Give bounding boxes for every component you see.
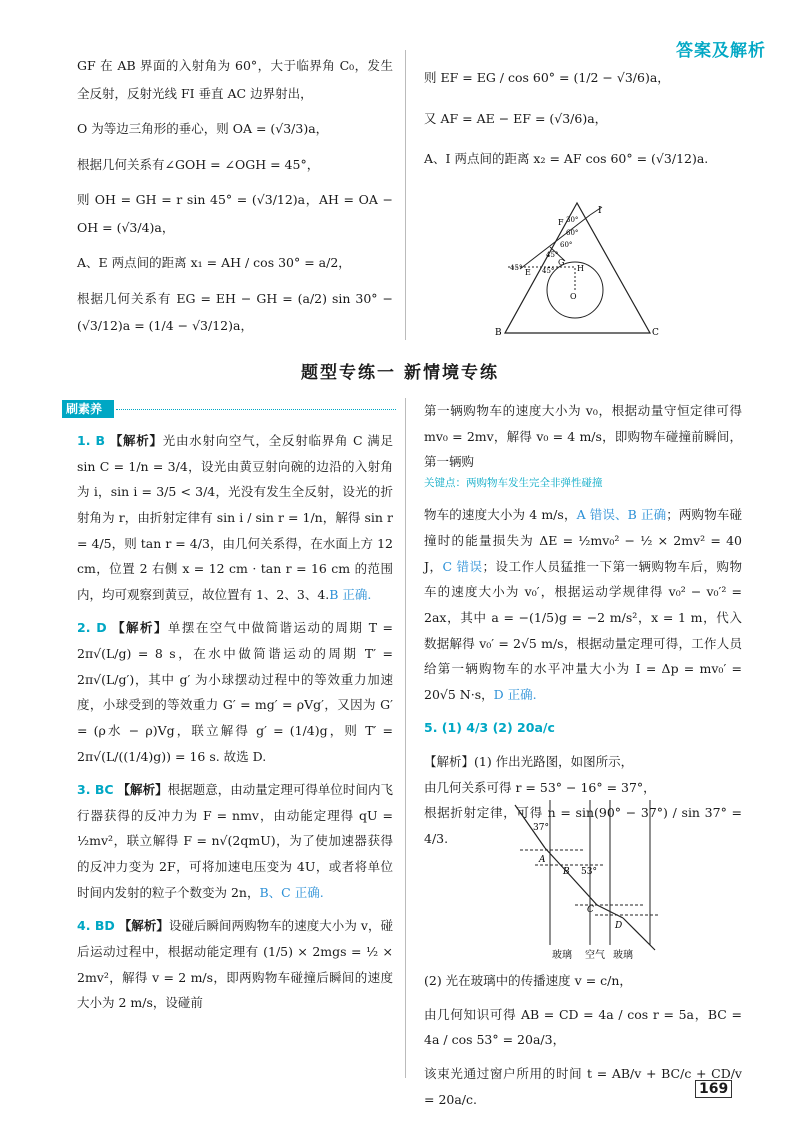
angle-label: 45°: [542, 267, 555, 275]
label-B: B: [495, 328, 502, 338]
left-top-column: [77, 52, 393, 348]
page-number: 169: [695, 1080, 732, 1098]
paragraph: O 为等边三角形的垂心，则 OA = (√3/3)a，: [77, 121, 329, 136]
paragraph: (2) 光在玻璃中的传播速度 v = c/n，: [424, 973, 632, 988]
question-4-continued-2: 物车的速度大小为 4 m/s，A 错误、B 正确；两购物车碰撞时的能量损失为 ΔE = ½mv₀² − ½ × 2mv² = 40 J，C 错误；设工作人员猛推一下第一辆购物车后，购物车的速度大小为 v₀′，根据运动学规律得 v₀² − v₀′² = 2ax，其中 a = −(1/5)g = −2 m/s²，x = 1 m，代入数据解得 v₀′ = 2√5 m/s，根据动量定理可得，工作人员给第一辆购物车的水平冲量大小为 I = Δp = mv₀′ = 20√5 N·s，D 正确.: [424, 507, 742, 702]
label-G: G: [558, 258, 565, 267]
section-title: 题型专练一 新情境专练: [301, 363, 499, 383]
caption-glass: 玻璃: [552, 950, 572, 960]
column-divider: [405, 398, 406, 1078]
paragraph: 则 OH = GH = r sin 45° = (√3/12)a，AH = OA − OH = (√3/4)a，: [77, 192, 393, 235]
question-1: 1. B 【解析】光由水射向空气，全反射临界角 C 满足 sin C = 1/n = 3/4，设光由黄豆射向碗的边沿的入射角为 i，sin i = 3/5 < 3/4，光没有发生全反射，设光的折射角为 r，由折射定律有 sin i / sin r = 1/n，解得 sin r = 4/5，则 tan r = 4/3，由几何关系得，在水面上方 12 cm，位置 2 右侧 x = 12 cm · tan r = 16 cm 的范围内，均可观察到黄豆，故位置有 1、2、3、4.B 正确.: [77, 433, 393, 602]
paragraph: 由几何知识可得 AB = CD = 4a / cos r = 5a，BC = 4a / cos 53° = 20a/3，: [424, 1006, 742, 1048]
label-C: C: [652, 328, 659, 338]
paragraph: 根据几何关系有∠GOH = ∠OGH = 45°，: [77, 156, 320, 172]
question-5-answer: 5. (1) 4/3 (2) 20a/c: [424, 720, 555, 736]
label-E: E: [525, 268, 531, 277]
paragraph: 根据折射定律，可得 n = sin(90° − 37°) / sin 37° = 4/3.: [424, 805, 742, 846]
left-questions-column: [77, 428, 393, 1024]
paragraph: 由几何关系可得 r = 53° − 16° = 37°，: [424, 779, 656, 795]
point-B: B: [563, 867, 570, 877]
label-I: I: [598, 206, 602, 216]
angle-label: 53°: [581, 867, 597, 877]
angle-label: 45°: [510, 264, 523, 272]
paragraph: A、E 两点间的距离 x₁ = AH / cos 30° = a/2，: [77, 255, 351, 270]
label-H: H: [577, 264, 584, 273]
question-4: 4. BD 【解析】设碰后瞬间两购物车的速度大小为 v，碰后运动过程中，根据动能定理有 (1/5) × 2mgs = ½ × 2mv²，解得 v = 2 m/s，即两购物车碰撞后瞬间的速度大小为 2 m/s，设碰前: [77, 918, 393, 1011]
question-4-continued: 第一辆购物车的速度大小为 v₀，根据动量守恒定律可得 mv₀ = 2mv，解得 v₀ = 4 m/s，即购物车碰撞前瞬间，第一辆购: [424, 403, 742, 470]
question-2: 2. D 【解析】单摆在空气中做简谐运动的周期 T = 2π√(L/g) = 8 s，在水中做简谐运动的周期 T′ = 2π√(L/g′)，其中 g′ 为小球摆动过程中的等效重力加速度，小球受到的等效重力 G′ = mg′ = ρVg′，又因为 G′ = (ρ水 − ρ)Vg，联立解得 g′ = (1/4)g，则 T′ = 2π√(L/((1/4)g)) = 16 s. 故选 D.: [77, 620, 393, 764]
angle-label: 60°: [566, 229, 579, 237]
paragraph: 根据几何关系有 EG = EH − GH = (a/2) sin 30° − (√3/12)a = (1/4 − √3/12)a，: [77, 290, 393, 333]
paragraph: 【解析】(1) 作出光路图，如图所示，: [424, 754, 634, 770]
point-D: D: [615, 921, 623, 931]
point-C: C: [587, 905, 594, 915]
angle-label: 37°: [533, 823, 549, 833]
angle-label: 30°: [566, 216, 579, 224]
paragraph: 该束光通过窗户所用的时间 t = AB/v + BC/c + CD/v = 20a/c.: [424, 1065, 742, 1107]
right-top-column: [424, 62, 742, 184]
key-point-hint: 关键点：两购物车发生完全非弹性碰撞: [424, 476, 603, 489]
label-O: O: [570, 292, 577, 301]
section-tag: 刷素养: [62, 400, 114, 418]
paragraph: 则 EF = EG / cos 60° = (1/2 − √3/6)a，: [424, 70, 670, 85]
caption-glass: 玻璃: [613, 950, 633, 960]
header-title: 答案及解析: [676, 41, 766, 61]
glass-window-diagram: [505, 800, 675, 960]
column-divider: [405, 50, 406, 340]
paragraph: A、I 两点间的距离 x₂ = AF cos 60° = (√3/12)a.: [424, 151, 709, 166]
paragraph: 又 AF = AE − EF = (√3/6)a，: [424, 110, 608, 126]
angle-label: 60°: [560, 241, 573, 249]
angle-label: 45°: [546, 251, 559, 259]
prism-diagram: [490, 195, 665, 340]
point-A: A: [539, 855, 546, 865]
paragraph: GF 在 AB 界面的入射角为 60°，大于临界角 C₀，发生全反射，反射光线 FI 垂直 AC 边界射出，: [77, 58, 393, 101]
caption-air: 空气: [585, 950, 605, 960]
right-questions-column: [424, 398, 742, 860]
question-3: 3. BC 【解析】根据题意，由动量定理可得单位时间内飞行器获得的反冲力为 F = nmv，由动能定理得 qU = ½mv²，联立解得 F = n√(2qmU)，为了使加速器获得的反冲力变为 2F，可将加速电压变为 4U，或者将单位时间内发射的粒子个数变为 2n，B、C 正确.: [77, 782, 393, 900]
label-F: F: [558, 218, 564, 227]
tag-divider: [116, 409, 396, 410]
